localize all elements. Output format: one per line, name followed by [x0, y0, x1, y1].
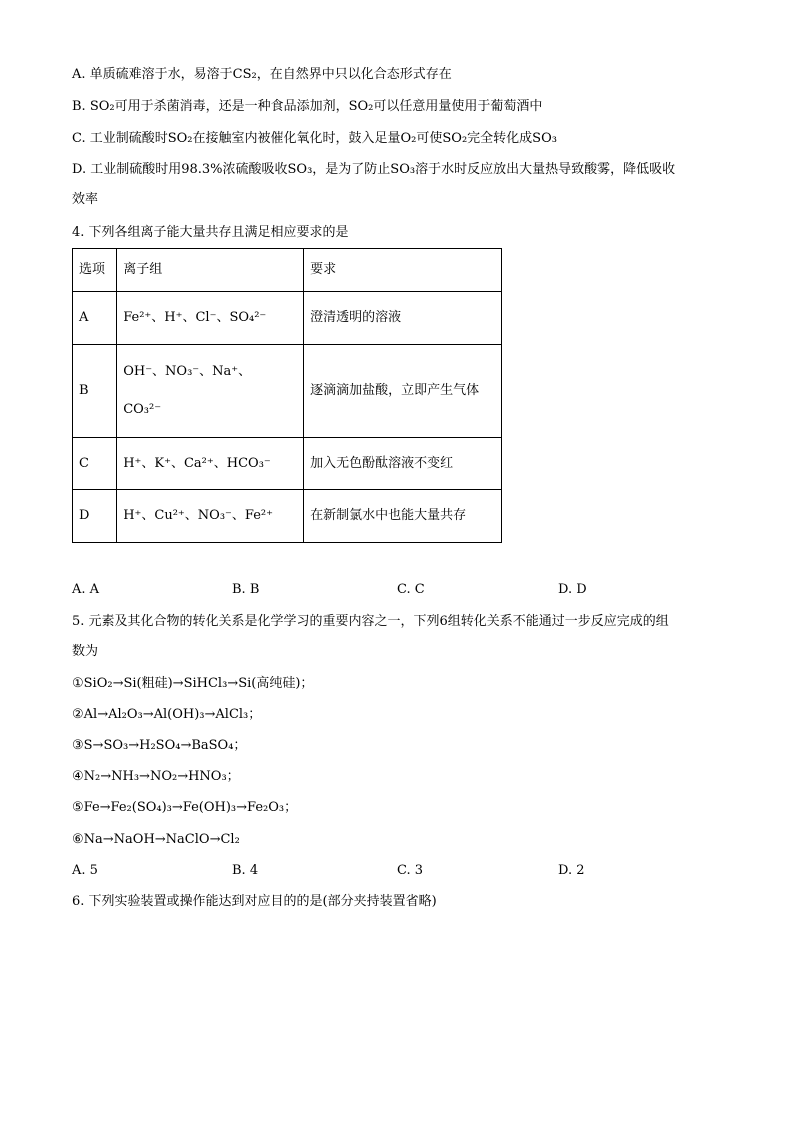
q5-item-2: ②Al→Al₂O₃→Al(OH)₃→AlCl₃；	[72, 707, 262, 722]
table-header-row	[73, 249, 502, 292]
q5-option-d: D. 2	[558, 863, 585, 878]
q5-option-a: A. 5	[72, 863, 98, 878]
q4-stem: 4. 下列各组离子能大量共存且满足相应要求的是	[72, 225, 349, 240]
row-ions: H⁺、Cu²⁺、NO₃⁻、Fe²⁺	[117, 490, 304, 543]
q5-option-c: C. 3	[397, 863, 424, 878]
row-requirement: 澄清透明的溶液	[304, 292, 502, 345]
row-option: A	[73, 292, 117, 345]
table-row	[73, 345, 502, 438]
q3-option-b: B. SO₂可用于杀菌消毒，还是一种食品添加剂，SO₂可以任意用量使用于葡萄酒中	[72, 99, 543, 114]
q3-option-c: C. 工业制硫酸时SO₂在接触室内被催化氧化时，鼓入足量O₂可使SO₂完全转化成SO₃	[72, 131, 557, 146]
row-ions	[117, 345, 304, 438]
table-row	[73, 438, 502, 490]
q4-option-a: A. A	[72, 582, 100, 597]
row-requirement: 逐滴滴加盐酸，立即产生气体	[304, 345, 502, 438]
q6-stem: 6. 下列实验装置或操作能达到对应目的的是(部分夹持装置省略)	[72, 894, 437, 909]
q4-options	[72, 581, 732, 599]
q5-item-3: ③S→SO₃→H₂SO₄→BaSO₄；	[72, 738, 247, 753]
q5-options	[72, 862, 732, 880]
q4-option-d: D. D	[558, 582, 587, 597]
table-row	[73, 292, 502, 345]
row-requirement: 在新制氯水中也能大量共存	[304, 490, 502, 543]
q5-stem-line1: 5. 元素及其化合物的转化关系是化学学习的重要内容之一，下列6组转化关系不能通过一步反应完成的组	[72, 614, 669, 629]
q5-item-5: ⑤Fe→Fe₂(SO₄)₃→Fe(OH)₃→Fe₂O₃；	[72, 800, 298, 815]
q5-item-6: ⑥Na→NaOH→NaClO→Cl₂	[72, 832, 240, 847]
q5-option-b: B. 4	[232, 863, 259, 878]
q4-ion-table	[72, 248, 502, 543]
row-ions-line1: OH⁻、NO₃⁻、Na⁺、	[123, 364, 252, 379]
header-ion-group: 离子组	[117, 249, 304, 292]
header-option: 选项	[73, 249, 117, 292]
q3-option-d-line1: D. 工业制硫酸时用98.3%浓硫酸吸收SO₃，是为了防止SO₃溶于水时反应放出大量热导致酸雾，降低吸收	[72, 162, 676, 177]
row-option: C	[73, 438, 117, 490]
row-ions: Fe²⁺、H⁺、Cl⁻、SO₄²⁻	[117, 292, 304, 345]
q3-option-d-line2: 效率	[72, 192, 99, 207]
q4-option-b: B. B	[232, 582, 260, 597]
row-option: D	[73, 490, 117, 543]
q3-option-a: A. 单质硫难溶于水，易溶于CS₂，在自然界中只以化合态形式存在	[72, 67, 452, 82]
table-row	[73, 490, 502, 543]
row-ions-line2: CO₃²⁻	[123, 402, 162, 417]
q4-option-c: C. C	[397, 582, 425, 597]
row-requirement: 加入无色酚酞溶液不变红	[304, 438, 502, 490]
header-requirement: 要求	[304, 249, 502, 292]
row-option: B	[73, 345, 117, 438]
q5-item-1: ①SiO₂→Si(粗硅)→SiHCl₃→Si(高纯硅)；	[72, 676, 314, 691]
q5-item-4: ④N₂→NH₃→NO₂→HNO₃；	[72, 769, 240, 784]
row-ions: H⁺、K⁺、Ca²⁺、HCO₃⁻	[117, 438, 304, 490]
q5-stem-line2: 数为	[72, 644, 99, 659]
